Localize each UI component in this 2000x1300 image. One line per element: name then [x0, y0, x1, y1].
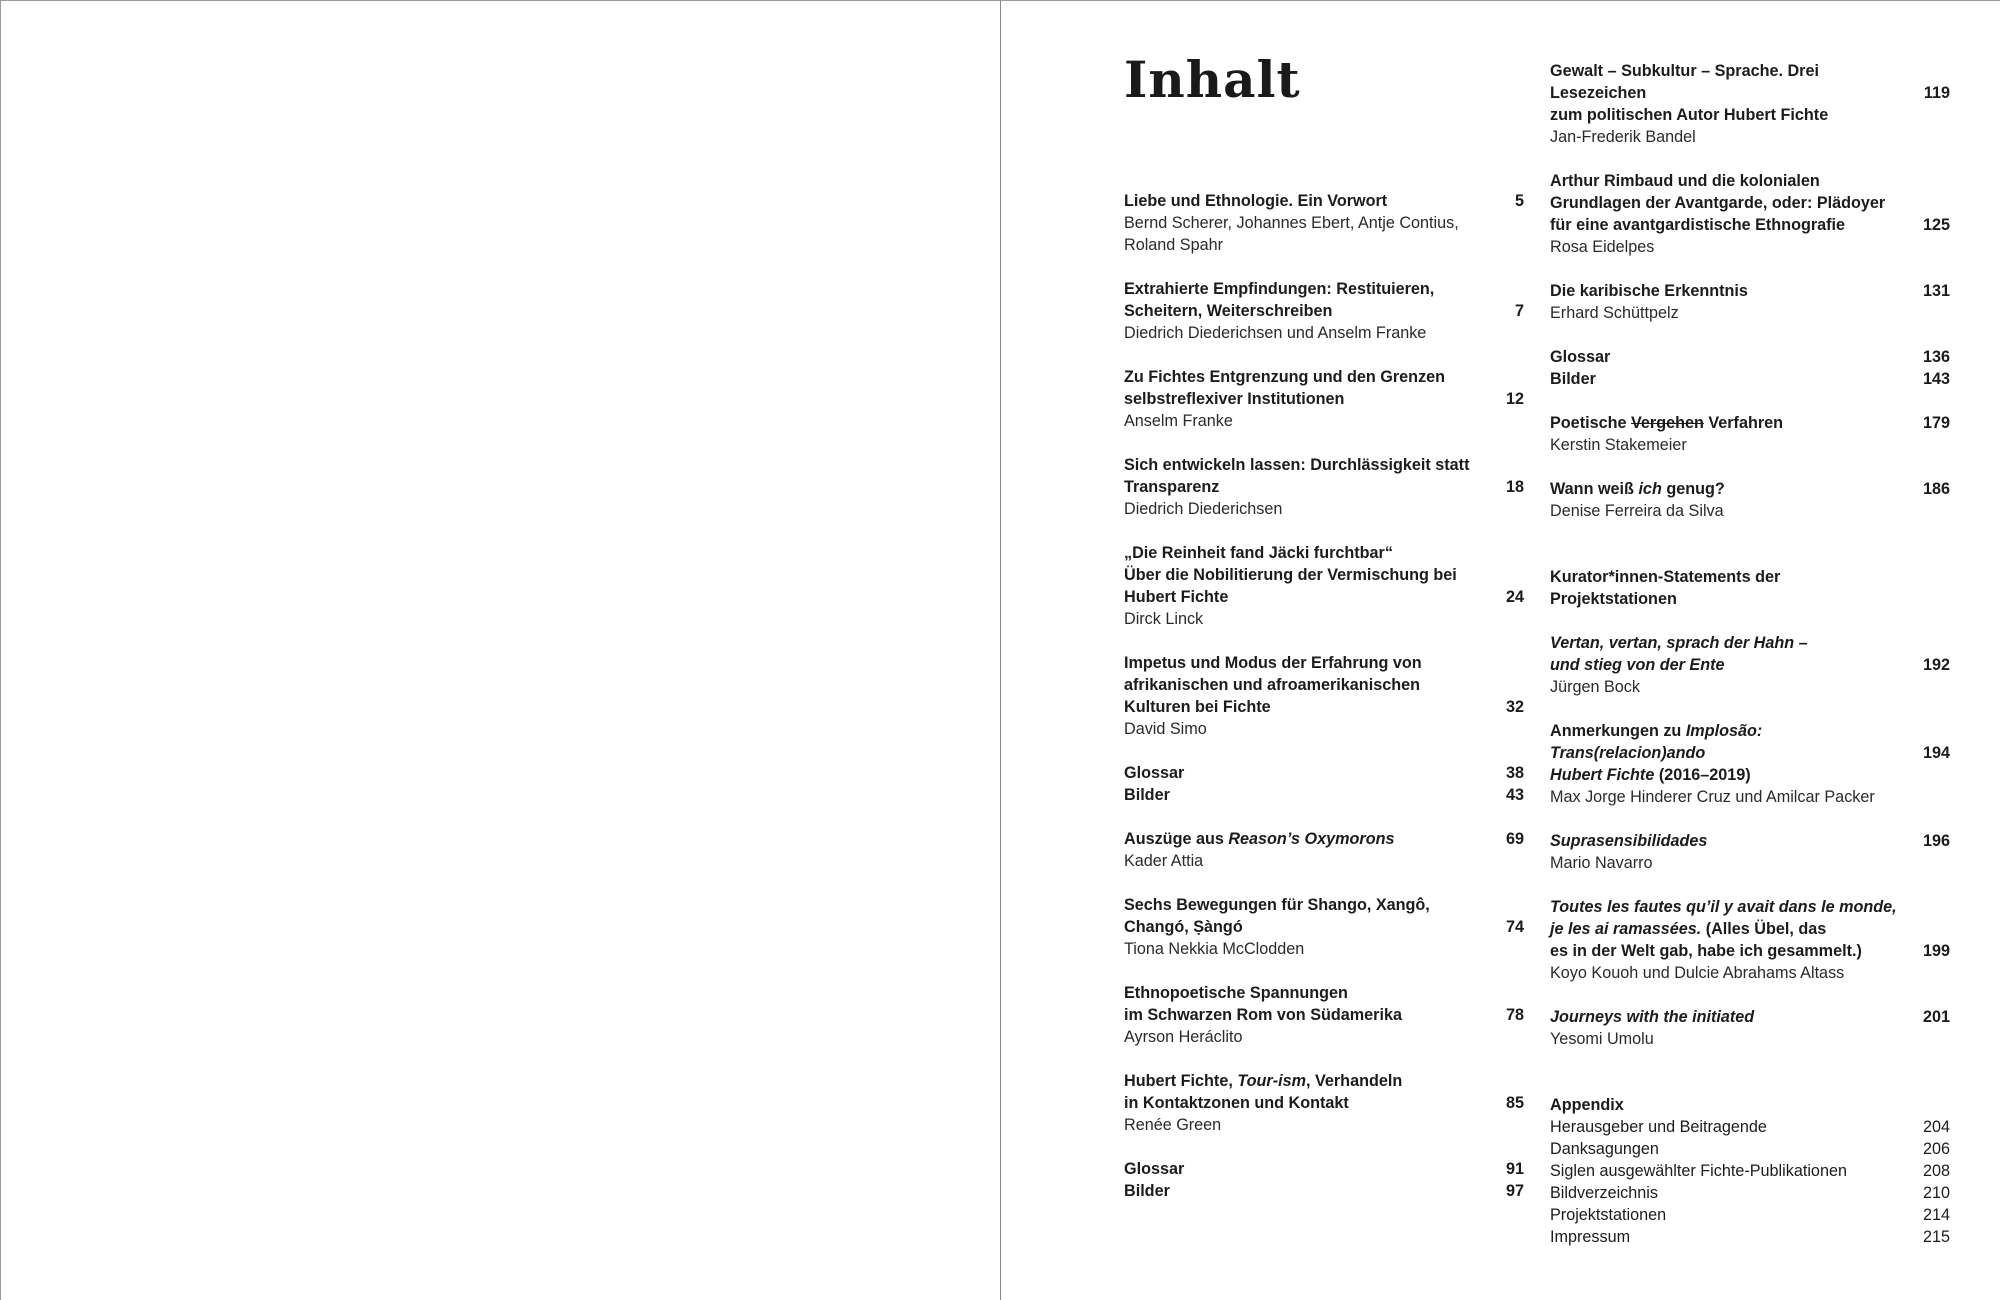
toc-entry[interactable]: [1124, 454, 1524, 520]
entry-author: Kerstin Stakemeier: [1550, 436, 1687, 454]
entry-title: Glossar: [1550, 348, 1611, 366]
entry-title-line: es in der Welt gab, habe ich gesammelt.): [1550, 942, 1862, 960]
entry-title: [1550, 412, 1950, 434]
toc-entry[interactable]: [1550, 60, 1950, 148]
page-title: Inhalt: [1124, 50, 1301, 109]
toc-entry-bilder[interactable]: [1124, 1180, 1524, 1202]
page-number: 119: [1923, 84, 1950, 102]
toc-right-column: [1550, 60, 1950, 1248]
entry-author: Jan-Frederik Bandel: [1550, 128, 1696, 146]
spacer: [1550, 1072, 1950, 1094]
entry-author: Renée Green: [1124, 1116, 1222, 1134]
page-number: 18: [1505, 478, 1524, 496]
toc-entry[interactable]: [1124, 278, 1524, 344]
entry-title-line: [1550, 720, 1950, 764]
entry-title-line: Sich entwickeln lassen: Durchlässigkeit statt: [1124, 456, 1470, 474]
entry-title-line: Changó, Ṣàngó: [1124, 918, 1243, 936]
entry-title-line: Gewalt – Subkultur – Sprache. Drei Lesezeichen: [1550, 62, 1819, 102]
title-part: genug?: [1661, 480, 1725, 498]
title-part: (Alles Übel, das: [1701, 920, 1827, 938]
entry-author: Tiona Nekkia McClodden: [1124, 940, 1305, 958]
entry-title-line: selbstreflexiver Institutionen: [1124, 390, 1345, 408]
entry-title: Glossar: [1124, 1160, 1185, 1178]
page-number: 208: [1922, 1162, 1950, 1180]
page-number: 78: [1505, 1006, 1524, 1024]
appendix-item[interactable]: [1550, 1138, 1950, 1160]
entry-author: [1124, 212, 1524, 256]
page-number: 24: [1505, 588, 1524, 606]
entry-author: Dirck Linck: [1124, 610, 1204, 628]
entry-title-line: Vertan, vertan, sprach der Hahn –: [1550, 634, 1808, 652]
appendix-item-label: Siglen ausgewählter Fichte-Publikationen: [1550, 1162, 1847, 1180]
entry-title-line: Zu Fichtes Entgrenzung und den Grenzen: [1124, 368, 1446, 386]
appendix-item-label: Herausgeber und Beitragende: [1550, 1118, 1767, 1136]
entry-title-line: und stieg von der Ente: [1550, 656, 1725, 674]
title-part: , Verhandeln: [1305, 1072, 1403, 1090]
entry-title: Bilder: [1124, 1182, 1170, 1200]
toc-entry[interactable]: [1124, 894, 1524, 960]
toc-entry[interactable]: [1550, 720, 1950, 808]
spacer: [1550, 544, 1950, 566]
appendix-item[interactable]: [1550, 1182, 1950, 1204]
toc-left-column: [1124, 190, 1524, 1224]
title-part-italic: ich: [1638, 480, 1662, 498]
entry-title: Suprasensibilidades: [1550, 832, 1708, 850]
entry-title-line: Sechs Bewegungen für Shango, Xangô,: [1124, 896, 1430, 914]
toc-entry-glossar[interactable]: [1550, 346, 1950, 368]
entry-title-line: in Kontaktzonen und Kontakt: [1124, 1094, 1349, 1112]
page-number: 201: [1922, 1008, 1950, 1026]
page-number: 97: [1505, 1182, 1524, 1200]
page-number: 38: [1505, 764, 1524, 782]
page-number: 214: [1922, 1206, 1950, 1224]
entry-author: Diedrich Diederichsen: [1124, 500, 1283, 518]
entry-title-line: Impetus und Modus der Erfahrung von: [1124, 654, 1422, 672]
appendix-item[interactable]: [1550, 1116, 1950, 1138]
page-number: 196: [1922, 832, 1950, 850]
page-number: 12: [1505, 390, 1524, 408]
entry-title: Bilder: [1124, 786, 1170, 804]
title-part: Auszüge aus: [1124, 830, 1229, 848]
entry-author: Max Jorge Hinderer Cruz und Amilcar Packer: [1550, 788, 1875, 806]
author-line: Bernd Scherer, Johannes Ebert, Antje Contius,: [1124, 214, 1459, 232]
page-number: 69: [1505, 830, 1524, 848]
page-number: 43: [1505, 786, 1524, 804]
entry-author: Koyo Kouoh und Dulcie Abrahams Altass: [1550, 964, 1845, 982]
entry-title: [1124, 828, 1524, 850]
entry-title-line: [1550, 764, 1950, 786]
entry-title-line: zum politischen Autor Hubert Fichte: [1550, 106, 1829, 124]
title-part-italic: Implosão: Trans(relacion)ando: [1550, 722, 1763, 762]
appendix-item[interactable]: [1550, 1204, 1950, 1226]
entry-title-line: Ethnopoetische Spannungen: [1124, 984, 1348, 1002]
page-number: 74: [1505, 918, 1524, 936]
entry-author: Mario Navarro: [1550, 854, 1653, 872]
page-number: 194: [1922, 744, 1950, 762]
entry-author: Anselm Franke: [1124, 412, 1233, 430]
entry-author: Jürgen Bock: [1550, 678, 1640, 696]
page-number: 131: [1922, 282, 1950, 300]
title-part-italic: Reason’s Oxymorons: [1228, 830, 1395, 848]
entry-title: Bilder: [1550, 370, 1596, 388]
entry-title-line: afrikanischen und afroamerikanischen: [1124, 676, 1420, 694]
toc-entry[interactable]: [1550, 280, 1950, 324]
entry-title-line: Transparenz: [1124, 478, 1220, 496]
page-number: 125: [1922, 216, 1950, 234]
page-number: 186: [1922, 480, 1950, 498]
entry-title: Glossar: [1124, 764, 1185, 782]
title-part: Poetische: [1550, 414, 1631, 432]
appendix-item-label: Projektstationen: [1550, 1206, 1667, 1224]
author-line: Roland Spahr: [1124, 236, 1223, 254]
toc-entry[interactable]: [1550, 896, 1950, 984]
entry-title-line: „Die Reinheit fand Jäcki furchtbar“: [1124, 544, 1393, 562]
glossar-bilder-group: [1124, 1158, 1524, 1202]
toc-entry[interactable]: [1550, 632, 1950, 698]
entry-title-line: Extrahierte Empfindungen: Restituieren,: [1124, 280, 1435, 298]
page-number: 192: [1922, 656, 1950, 674]
toc-entry[interactable]: [1124, 366, 1524, 432]
entry-title-line: Toutes les fautes qu’il y avait dans le monde,: [1550, 898, 1897, 916]
toc-entry[interactable]: [1550, 412, 1950, 456]
toc-entry[interactable]: [1124, 542, 1524, 630]
toc-entry-glossar[interactable]: [1124, 762, 1524, 784]
appendix-item[interactable]: [1550, 1226, 1950, 1248]
title-part-strikethrough: Vergehen: [1630, 414, 1704, 432]
toc-entry[interactable]: [1124, 652, 1524, 740]
entry-title-line: Grundlagen der Avantgarde, oder: Plädoyer: [1550, 194, 1886, 212]
page-number: 179: [1922, 414, 1950, 432]
title-part: Hubert Fichte,: [1124, 1072, 1238, 1090]
title-part-italic: Hubert Fichte: [1550, 766, 1655, 784]
title-part: Wann weiß: [1550, 480, 1639, 498]
page-number: 5: [1514, 192, 1524, 210]
entry-title-line: Scheitern, Weiterschreiben: [1124, 302, 1333, 320]
entry-title: Liebe und Ethnologie. Ein Vorwort: [1124, 192, 1388, 210]
entry-title-line: Hubert Fichte: [1124, 588, 1229, 606]
glossar-bilder-group: [1550, 346, 1950, 390]
page-number: 32: [1505, 698, 1524, 716]
entry-author: Denise Ferreira da Silva: [1550, 502, 1724, 520]
appendix-item[interactable]: [1550, 1160, 1950, 1182]
entry-author: Ayrson Heráclito: [1124, 1028, 1243, 1046]
section-heading-line: Kurator*innen-Statements der: [1550, 568, 1781, 586]
entry-author: David Simo: [1124, 720, 1207, 738]
page-number: 215: [1922, 1228, 1950, 1246]
toc-entry[interactable]: [1550, 830, 1950, 874]
page-number: 199: [1922, 942, 1950, 960]
page-number: 206: [1922, 1140, 1950, 1158]
entry-title: [1550, 478, 1950, 500]
appendix-item-label: Danksagungen: [1550, 1140, 1659, 1158]
entry-author: Diedrich Diederichsen und Anselm Franke: [1124, 324, 1427, 342]
toc-entry[interactable]: [1124, 828, 1524, 872]
entry-title-line: Über die Nobilitierung der Vermischung bei: [1124, 566, 1457, 584]
entry-title-line: [1124, 1070, 1524, 1092]
section-heading-line: Projektstationen: [1550, 590, 1677, 608]
title-part-italic: Tour-ism: [1237, 1072, 1306, 1090]
appendix-item-label: Impressum: [1550, 1228, 1631, 1246]
entry-title: Journeys with the initiated: [1550, 1008, 1755, 1026]
toc-entry-glossar[interactable]: [1124, 1158, 1524, 1180]
entry-title-line: für eine avantgardistische Ethnografie: [1550, 216, 1846, 234]
entry-title: Die karibische Erkenntnis: [1550, 282, 1748, 300]
title-part: Anmerkungen zu: [1550, 722, 1686, 740]
toc-entry[interactable]: [1550, 478, 1950, 522]
entry-title-line: Arthur Rimbaud und die kolonialen: [1550, 172, 1820, 190]
appendix-heading: Appendix: [1550, 1096, 1624, 1114]
entry-author: Yesomi Umolu: [1550, 1030, 1654, 1048]
entry-title-line: im Schwarzen Rom von Südamerika: [1124, 1006, 1402, 1024]
page-number: 204: [1922, 1118, 1950, 1136]
toc-entry-bilder[interactable]: [1550, 368, 1950, 390]
page-number: 91: [1505, 1160, 1524, 1178]
page-number: 136: [1922, 348, 1950, 366]
title-part: Verfahren: [1703, 414, 1784, 432]
toc-entry[interactable]: [1550, 170, 1950, 258]
entry-author: Erhard Schüttpelz: [1550, 304, 1679, 322]
glossar-bilder-group: [1124, 762, 1524, 806]
toc-entry-bilder[interactable]: [1124, 784, 1524, 806]
entry-author: Rosa Eidelpes: [1550, 238, 1655, 256]
page-number: 7: [1514, 302, 1524, 320]
page-number: 143: [1922, 370, 1950, 388]
entry-author: Kader Attia: [1124, 852, 1204, 870]
section-heading: [1550, 566, 1950, 610]
toc-entry[interactable]: [1124, 982, 1524, 1048]
appendix-section: [1550, 1094, 1950, 1248]
toc-entry[interactable]: [1550, 1006, 1950, 1050]
entry-title-line: [1550, 918, 1950, 940]
title-part-italic: je les ai ramassées.: [1550, 920, 1702, 938]
title-part: (2016–2019): [1654, 766, 1751, 784]
page-number: 85: [1505, 1094, 1524, 1112]
toc-entry[interactable]: [1124, 1070, 1524, 1136]
entry-title-line: Kulturen bei Fichte: [1124, 698, 1271, 716]
page-number: 210: [1922, 1184, 1950, 1202]
toc-entry[interactable]: [1124, 190, 1524, 256]
appendix-item-label: Bildverzeichnis: [1550, 1184, 1658, 1202]
